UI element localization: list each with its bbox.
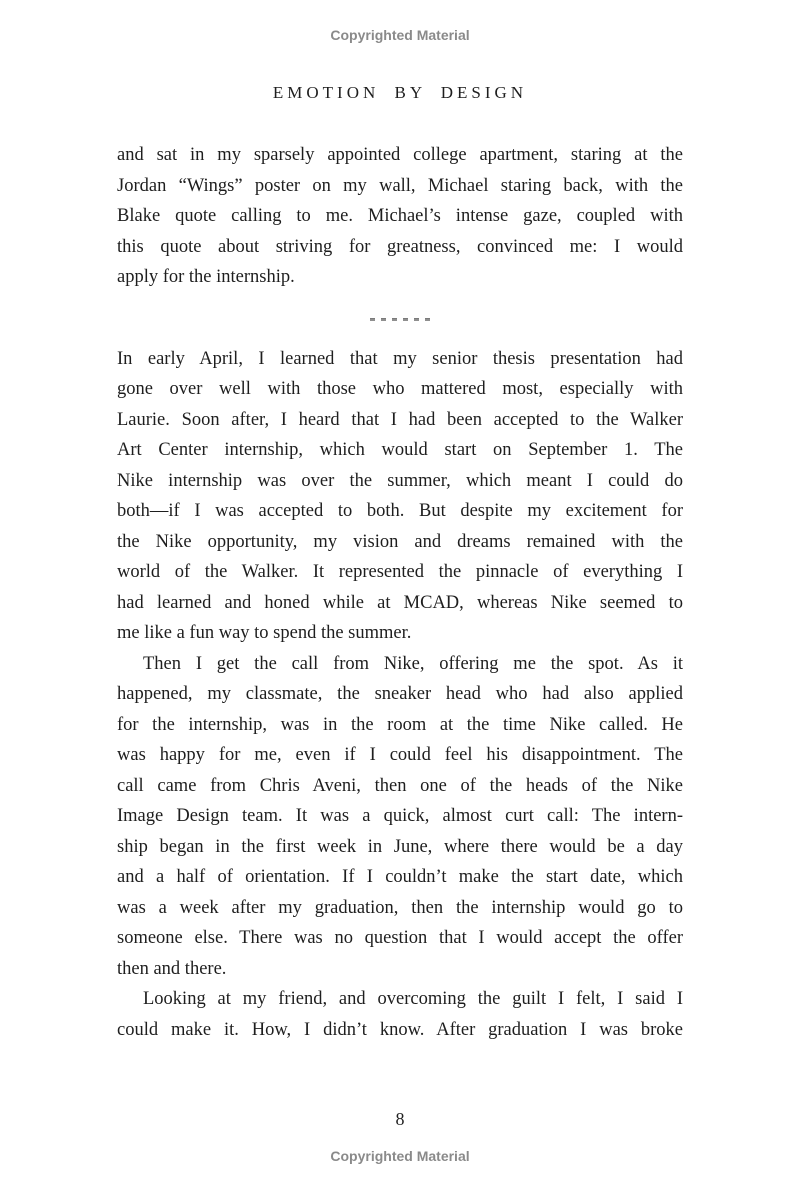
text-line: Looking at my friend, and overcoming the guilt I felt, I said I [143, 989, 683, 1009]
body-text [117, 140, 683, 1045]
paragraph [117, 344, 683, 649]
section-break-dash [381, 318, 386, 322]
text-line: the Nike opportunity, my vision and dreams remained with the [117, 531, 683, 552]
text-line: could make it. How, I didn’t know. After graduation I was broke [117, 1019, 683, 1040]
paragraph [117, 984, 683, 1045]
text-line: was happy for me, even if I could feel his disappointment. The [117, 745, 683, 765]
text-line: apply for the internship. [117, 267, 295, 287]
running-head-book-title: EMOTION BY DESIGN [272, 83, 528, 102]
section-break-dash [403, 318, 408, 322]
section-break [117, 317, 683, 323]
text-line: for the internship, was in the room at the time Nike called. He [117, 714, 683, 735]
copyright-notice-bottom: Copyrighted Material [330, 1148, 470, 1164]
text-line: both—if I was accepted to both. But despite my excitement for [117, 501, 683, 521]
section-break-dash [370, 318, 375, 322]
text-line: had learned and honed while at MCAD, whereas Nike seemed to [117, 592, 683, 613]
section-break-dash [414, 318, 419, 322]
page-number: 8 [395, 1109, 405, 1129]
text-line: Jordan “Wings” poster on my wall, Michael staring back, with the [117, 175, 683, 196]
paragraph [117, 140, 683, 293]
text-line: was a week after my graduation, then the internship would go to [117, 897, 683, 918]
text-line: this quote about striving for greatness, convinced me: I would [117, 236, 683, 257]
text-line: happened, my classmate, the sneaker head who had also applied [117, 684, 683, 704]
text-line: Image Design team. It was a quick, almost curt call: The intern- [117, 806, 683, 826]
text-line: Then I get the call from Nike, offering me the spot. As it [143, 653, 683, 674]
text-line: then and there. [117, 958, 227, 979]
text-line: Blake quote calling to me. Michael’s intense gaze, coupled with [117, 206, 683, 226]
text-line: In early April, I learned that my senior thesis presentation had [117, 348, 683, 369]
text-line: and a half of orientation. If I couldn’t make the start date, which [117, 867, 683, 887]
section-break-dash [392, 318, 397, 322]
text-line: world of the Walker. It represented the pinnacle of everything I [117, 562, 683, 582]
text-line: Laurie. Soon after, I heard that I had been accepted to the Walker [117, 409, 683, 430]
section-break-dash [425, 318, 430, 322]
text-line: and sat in my sparsely appointed college apartment, staring at the [117, 145, 683, 165]
text-line: ship began in the first week in June, where there would be a day [117, 836, 683, 857]
text-line: call came from Chris Aveni, then one of the heads of the Nike [117, 775, 683, 796]
text-line: Nike internship was over the summer, which meant I could do [117, 470, 683, 491]
text-line: me like a fun way to spend the summer. [117, 623, 412, 643]
text-line: Art Center internship, which would start on September 1. The [117, 440, 683, 460]
copyright-notice-top: Copyrighted Material [330, 27, 470, 43]
text-line: someone else. There was no question that I would accept the offer [117, 928, 683, 948]
paragraph [117, 649, 683, 985]
text-line: gone over well with those who mattered most, especially with [117, 379, 683, 399]
